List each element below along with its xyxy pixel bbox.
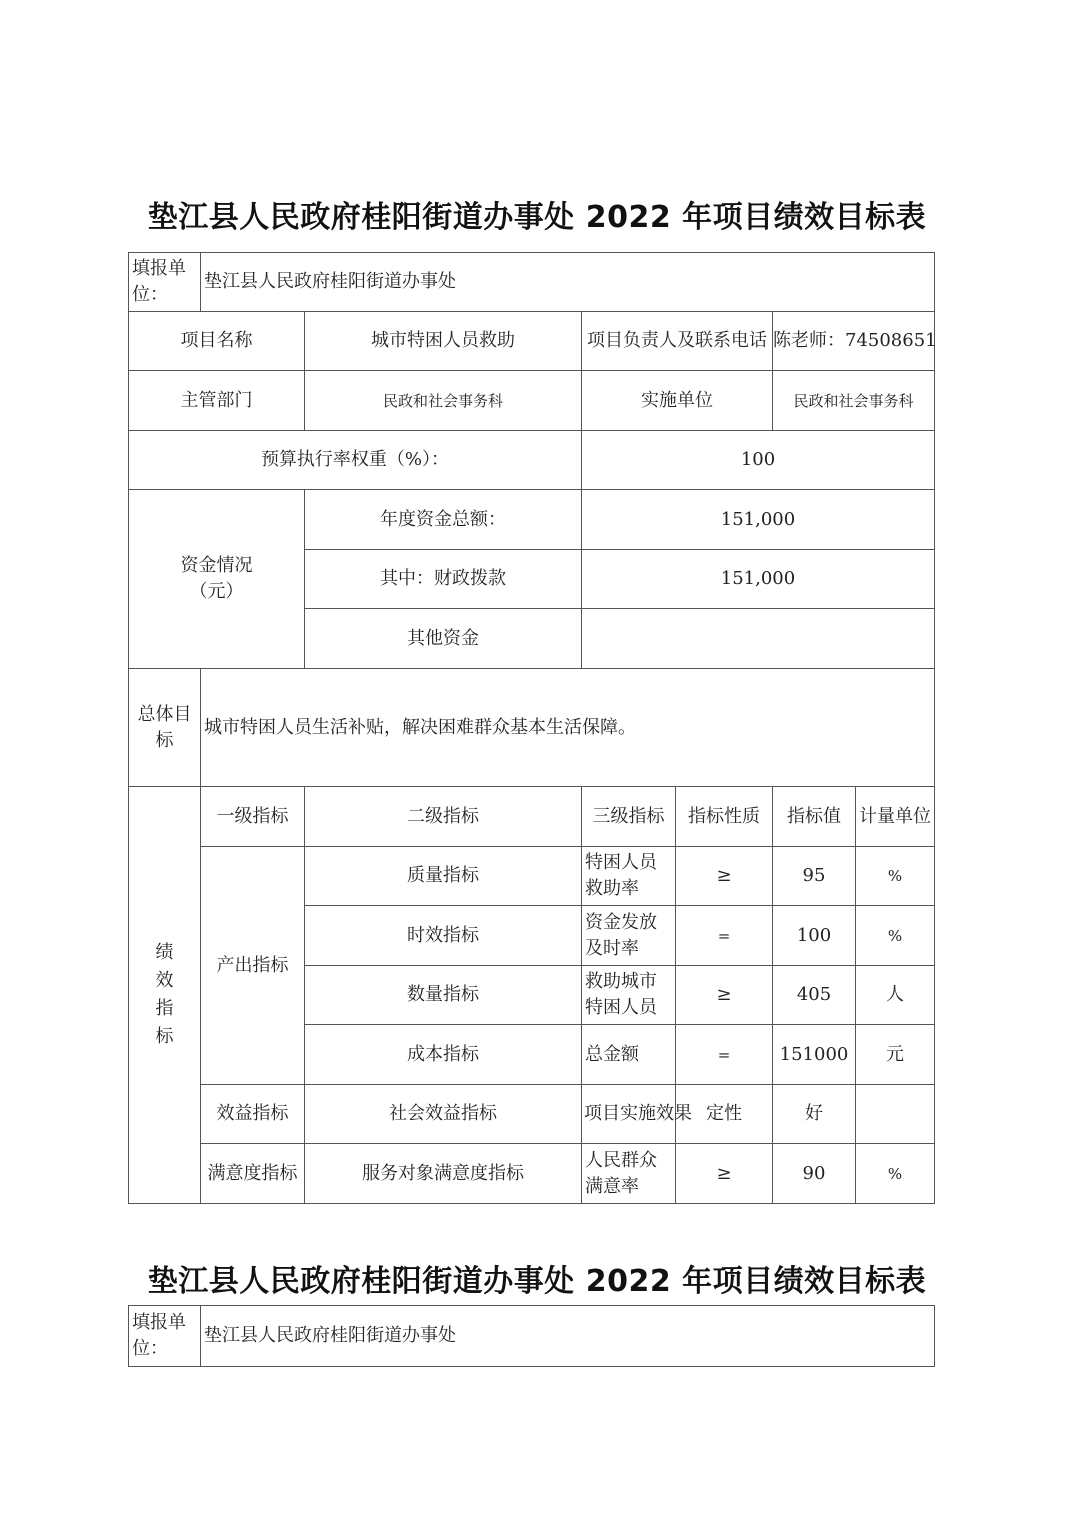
- row-value: 好: [773, 1085, 856, 1144]
- row-unit: 人: [856, 966, 935, 1025]
- dept-label: 主管部门: [129, 371, 305, 431]
- header-value: 指标值: [773, 787, 856, 847]
- annual-total-value: 151,000: [582, 490, 935, 550]
- contact-value: 陈老师：74508651: [773, 312, 935, 371]
- perf-label: 绩效指标: [155, 942, 174, 1047]
- page-title: 垫江县人民政府桂阳街道办事处 2022 年项目绩效目标表: [147, 200, 927, 235]
- fiscal-label: 其中：财政拨款: [305, 550, 582, 609]
- dept-value: 民政和社会事务科: [305, 371, 582, 431]
- header-level3: 三级指标: [582, 787, 676, 847]
- perf-label-cell: [129, 787, 201, 1204]
- row-level2: 成本指标: [305, 1025, 582, 1085]
- header-nature: 指标性质: [676, 787, 773, 847]
- row-unit: [856, 1085, 935, 1144]
- output-label: 产出指标: [201, 847, 305, 1085]
- row-value: 95: [773, 847, 856, 906]
- unit-value: 垫江县人民政府桂阳街道办事处: [201, 253, 935, 312]
- second-table: [128, 1305, 935, 1367]
- row-level3: 特困人员救助率: [582, 847, 676, 906]
- row-level2: 时效指标: [305, 906, 582, 966]
- performance-table: [128, 252, 935, 1204]
- row-value: 151000: [773, 1025, 856, 1085]
- row-level2: 数量指标: [305, 966, 582, 1025]
- other-value: [582, 609, 935, 669]
- impl-label: 实施单位: [582, 371, 773, 431]
- row-nature: =: [676, 906, 773, 966]
- row-nature: ≥: [676, 1144, 773, 1204]
- row-unit: %: [856, 847, 935, 906]
- row-level2: 社会效益指标: [305, 1085, 582, 1144]
- impl-value: 民政和社会事务科: [773, 371, 935, 431]
- row-level3: 救助城市特困人员: [582, 966, 676, 1025]
- row-level3: 总金额: [582, 1025, 676, 1085]
- row-unit: %: [856, 906, 935, 966]
- goal-value: 城市特困人员生活补贴，解决困难群众基本生活保障。: [201, 669, 935, 787]
- row-value: 90: [773, 1144, 856, 1204]
- row-nature: ≥: [676, 847, 773, 906]
- row-unit: %: [856, 1144, 935, 1204]
- fund-label: 资金情况（元）: [129, 490, 305, 669]
- benefit-label: 效益指标: [201, 1085, 305, 1144]
- annual-total-label: 年度资金总额：: [305, 490, 582, 550]
- row-nature: ≥: [676, 966, 773, 1025]
- row-value: 405: [773, 966, 856, 1025]
- header-level1: 一级指标: [201, 787, 305, 847]
- row-nature: 定性: [676, 1085, 773, 1144]
- fiscal-value: 151,000: [582, 550, 935, 609]
- row-level3: 资金发放及时率: [582, 906, 676, 966]
- row-value: 100: [773, 906, 856, 966]
- row-unit: 元: [856, 1025, 935, 1085]
- unit-value-2: 垫江县人民政府桂阳街道办事处: [201, 1306, 935, 1367]
- project-name-value: 城市特困人员救助: [305, 312, 582, 371]
- other-label: 其他资金: [305, 609, 582, 669]
- budget-weight-value: 100: [582, 431, 935, 490]
- row-nature: =: [676, 1025, 773, 1085]
- row-level2: 服务对象满意度指标: [305, 1144, 582, 1204]
- contact-label: 项目负责人及联系电话: [582, 312, 773, 371]
- goal-label: 总体目标: [129, 669, 201, 787]
- budget-weight-label: 预算执行率权重（%）：: [129, 431, 582, 490]
- row-level3: 项目实施效果: [582, 1085, 676, 1144]
- row-level2: 质量指标: [305, 847, 582, 906]
- unit-label-2: 填报单位：: [129, 1306, 201, 1367]
- row-level3: 人民群众满意率: [582, 1144, 676, 1204]
- second-page-title: 垫江县人民政府桂阳街道办事处 2022 年项目绩效目标表: [147, 1264, 927, 1299]
- project-name-label: 项目名称: [129, 312, 305, 371]
- header-level2: 二级指标: [305, 787, 582, 847]
- header-unit: 计量单位: [856, 787, 935, 847]
- unit-label: 填报单位：: [129, 253, 201, 312]
- satisfaction-label: 满意度指标: [201, 1144, 305, 1204]
